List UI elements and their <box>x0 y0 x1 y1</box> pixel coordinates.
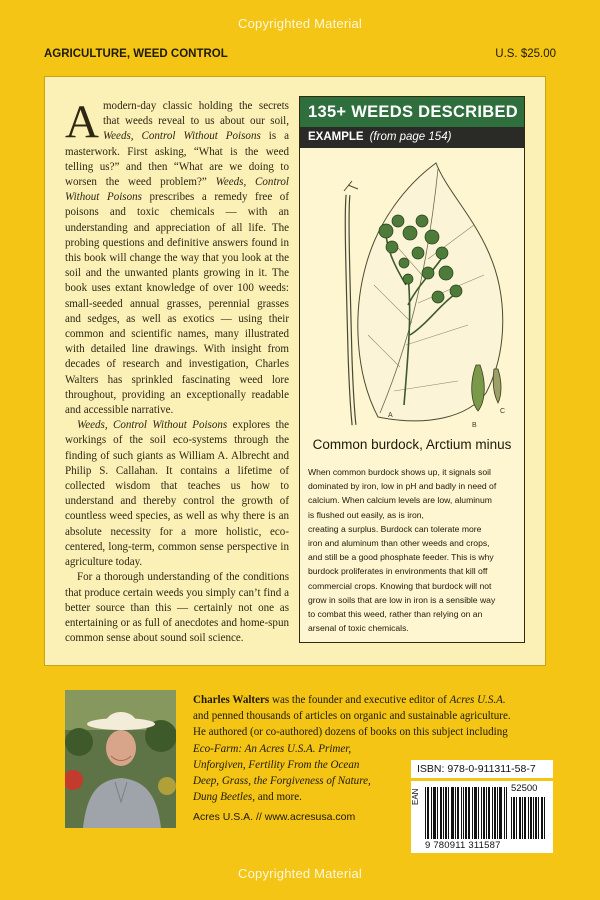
barcode-bar <box>437 787 438 839</box>
barcode-bar <box>433 787 434 839</box>
barcode-bar <box>472 787 473 839</box>
barcode-addon-bar <box>514 797 515 839</box>
example-label: EXAMPLE <box>308 131 364 143</box>
figure-label-a: A <box>388 412 393 419</box>
barcode-addon-bar <box>520 797 521 839</box>
drop-cap: A <box>65 96 99 148</box>
barcode-addon-bar <box>513 797 514 839</box>
description-paragraph-3: For a thorough understanding of the conditions that produce certain weeds you simply can’t find a better source than this — certainly not one as entertaining or as full of anecdotes and home-spun common sense about sound soil science. <box>65 571 289 645</box>
barcode-addon-bar <box>536 797 537 839</box>
barcode-bar <box>500 787 501 839</box>
publisher-line: Acres U.S.A. // www.acresusa.com <box>193 811 356 823</box>
example-subheading <box>300 127 524 148</box>
description-paragraph-1: Amodern-day classic holding the secrets that weeds reveal to us about our soil, Weeds, Control Without Poisons is a masterwork. First asking, “What is the weed telling us?” and then “What are we doing to worsen the weed problem?” Weeds, Control Without Poisons prescribes a remedy free of poisons and toxic chemicals — with an understanding and appreciation of all life. The probing questions and definitive answers found in this book will change the way that you look at the soil and the unwanted plants growing in it. The book uses extant knowledge of over 100 weeds: small-seeded annual grasses, perennial grasses and sedges, as well as exotics — using their common and scientific names, many illustrated with detailed line drawings. With insight from decades of research and investigation, Charles Walters has sprinkled fascinating weed lore throughout, providing an exceptionally readable and accessible narrative. <box>65 96 290 417</box>
barcode-bar <box>445 787 446 839</box>
barcode-bar <box>466 787 467 839</box>
barcode-addon-bar <box>528 797 529 839</box>
barcode <box>411 781 553 853</box>
barcode-bar <box>484 787 485 839</box>
barcode-bar <box>494 787 495 839</box>
species-name: Common burdock, Arctium minus <box>312 437 512 452</box>
barcode-bar <box>489 787 490 839</box>
barcode-bar <box>446 787 447 839</box>
barcode-bar <box>469 787 470 839</box>
barcode-bar <box>468 787 469 839</box>
barcode-bar <box>443 787 444 839</box>
author-name: Charles Walters <box>193 694 270 706</box>
price-addon-code: 52500 <box>511 783 538 794</box>
barcode-bar <box>428 787 429 839</box>
barcode-bar <box>435 787 436 839</box>
barcode-bar <box>455 787 456 839</box>
barcode-addon-bar <box>542 797 543 839</box>
book-title: Weeds, Control Without Poisons <box>77 419 228 432</box>
author-bio: Charles Walters was the founder and executive editor of Acres U.S.A. and penned thousands of articles on organic and sustainable agriculture. He authored (or co-authored) dozens of books on this subject including Eco-Farm: An Acres U.S.A. Primer, Unforgiven, Fertility From the Ocean Deep, Grass, the Forgiveness of Nature, Dung Beetles, and more. <box>193 694 511 804</box>
barcode-bar <box>506 787 507 839</box>
figure-label-b: B <box>472 422 477 429</box>
barcode-addon-bar <box>524 797 525 839</box>
barcode-bar <box>451 787 452 839</box>
book-category: AGRICULTURE, WEED CONTROL <box>44 48 228 60</box>
barcode-addon-bar <box>516 797 517 839</box>
barcode-bar <box>495 787 496 839</box>
barcode-addon-bar <box>531 797 532 839</box>
barcode-bar <box>486 787 487 839</box>
burdock-illustration <box>308 155 516 431</box>
barcode-bar <box>492 787 493 839</box>
copyright-watermark-bottom: Copyrighted Material <box>238 866 362 881</box>
barcode-bar <box>441 787 442 839</box>
barcode-addon-bar <box>525 797 526 839</box>
book-title: Weeds, Control Without Poisons <box>65 176 289 204</box>
barcode-bar <box>499 787 500 839</box>
barcode-bar <box>497 787 498 839</box>
barcode-bar <box>478 787 479 839</box>
barcode-bar <box>452 787 453 839</box>
barcode-addon-bar <box>530 797 531 839</box>
copyright-watermark-top: Copyrighted Material <box>238 16 362 31</box>
book-price: U.S. $25.00 <box>495 48 556 60</box>
description-panel <box>44 76 546 666</box>
book-title: Weeds, Control Without Poisons <box>102 130 261 143</box>
barcode-bar <box>481 787 482 839</box>
barcode-bar <box>504 787 505 839</box>
ean-label: EAN <box>411 788 420 806</box>
barcode-addon-bar <box>533 797 534 839</box>
barcode-bar <box>483 787 484 839</box>
barcode-bar <box>461 787 462 839</box>
barcode-bar <box>440 787 441 839</box>
barcode-addon-bar <box>538 797 539 839</box>
weed-example-box <box>299 96 525 643</box>
barcode-bar <box>501 787 502 839</box>
barcode-addon-bar <box>541 797 542 839</box>
author-photo <box>65 690 176 828</box>
example-heading: 135+ WEEDS DESCRIBED <box>300 97 524 127</box>
barcode-bar <box>425 787 426 839</box>
barcode-bar <box>427 787 428 839</box>
barcode-bar <box>448 787 449 839</box>
barcode-bar <box>458 787 459 839</box>
barcode-addon-bar <box>519 797 520 839</box>
barcode-addon-bar <box>535 797 536 839</box>
barcode-bar <box>463 787 464 839</box>
barcode-bar <box>475 787 476 839</box>
species-description: When common burdock shows up, it signals soil dominated by iron, low in pH and badly in need of calcium. When calcium levels are low, aluminum is flushed out easily, as is iron, creating a surplus. Burdock can tolerate more iron and aluminum than other weeds and crops, and still be a good phosphate feeder. This is why burdock proliferates in environments that kill off commercial crops. Knowing that burdock will not grow in soils that are low in iron is a sensible way to combat this weed, rather than relying on an arsenal of toxic chemicals. <box>308 467 497 634</box>
book-description <box>65 96 290 646</box>
barcode-bar <box>453 787 454 839</box>
barcode-bar <box>434 787 435 839</box>
barcode-number: 9 780911 311587 <box>425 840 501 851</box>
barcode-bar <box>474 787 475 839</box>
barcode-bar <box>457 787 458 839</box>
barcode-bar <box>431 787 432 839</box>
barcode-addon-bar <box>511 797 512 839</box>
description-paragraph-2: Weeds, Control Without Poisons explores the workings of the soil eco-systems through the finding of such giants as William A. Albrecht and Philip S. Callahan. It contains a lifetime of collected wisdom that teaches us how to understand and thereby control the growth of countless weed species, as well as why there is an absolute necessity for a more holistic, eco-centered, long-term, common sense perspective in agriculture today. <box>65 419 289 569</box>
figure-label-c: C <box>500 408 506 415</box>
isbn-label: ISBN: 978-0-911311-58-7 <box>411 760 553 778</box>
barcode-addon-bar <box>544 797 545 839</box>
barcode-addon-bar <box>522 797 523 839</box>
barcode-bar <box>476 787 477 839</box>
page-reference: (from page 154) <box>369 131 452 143</box>
barcode-bar <box>465 787 466 839</box>
barcode-bar <box>488 787 489 839</box>
